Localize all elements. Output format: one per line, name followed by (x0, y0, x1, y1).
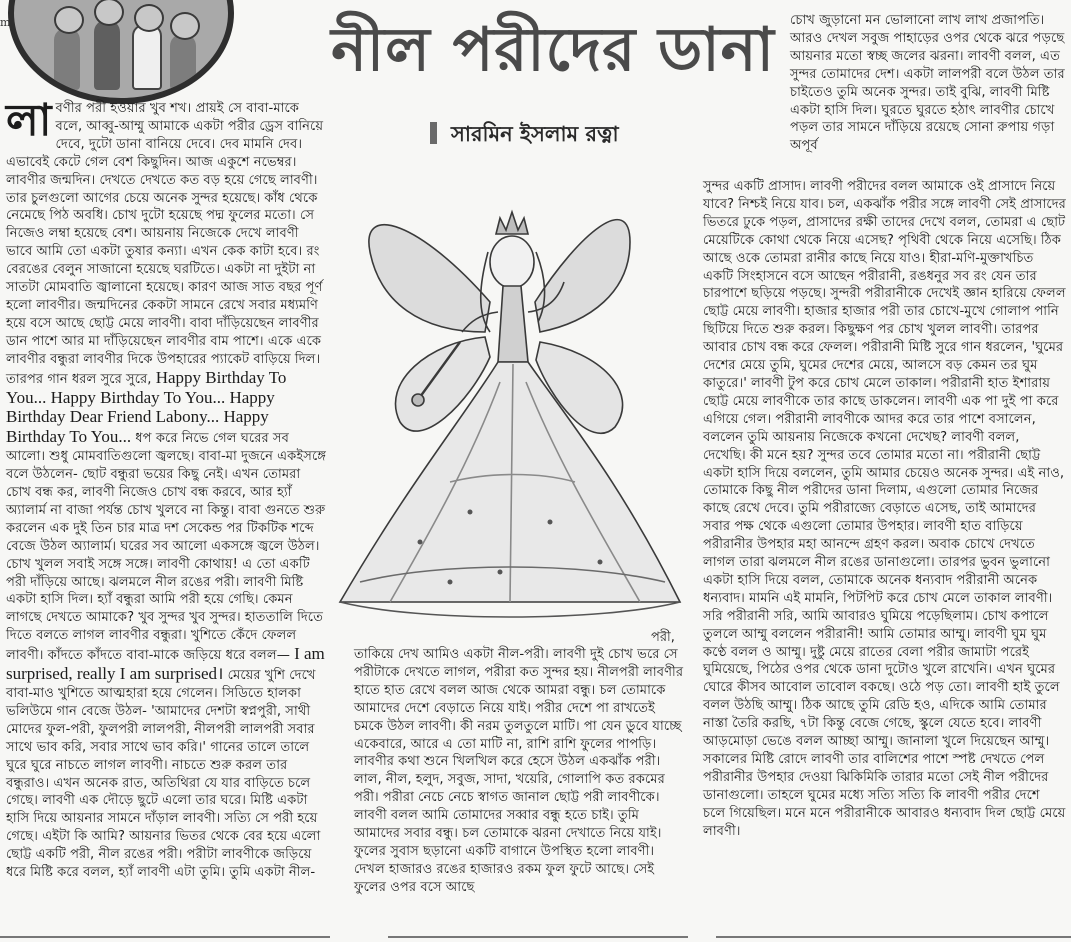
masthead-badge (8, 0, 234, 104)
author-name: সারমিন ইসলাম রত্না (451, 122, 619, 146)
column-3-paragraph: সুন্দর একটি প্রাসাদ। লাবণী পরীদের বলল আমাকে ওই প্রাসাদে নিয়ে যাবে? নিশ্চই নিয়ে যাব। চল, একঝাঁক পরীর সঙ্গে লাবণী সেই প্রাসাদের ভিতরে ঢুকে পড়ল, প্রাসাদের রক্ষী তাদের দেখে বলল, তোমরা এ ছোট মেয়েটিকে কোথা থেকে নিয়ে এসেছ? পৃথিবী থেকে নিয়ে এসেছি। ঠিক আছে ওকে তোমরা রানীর কাছে নিয়ে যাও। হীরা-মণি-মুক্তাখচিত একটি সিংহাসনে বসে আছেন পরীরানী, রঙধনুর সব রং যেন তার চারপাশে ছড়িয়ে পড়ছে। সুন্দরী পরীরানীকে দেখেই জ্ঞান হারিয়ে ফেলল ছোট্ট মেয়ে লাবণী। হাজার হাজার পরী তার চোখে-মুখে গোলাপ পানি ছিটিয়ে দিতে শুরু করল। কিছুক্ষণ পর চোখ খুলল লাবণী। তারপর আবার চোখ বন্ধ করে ফেলল। পরীরানী মিষ্টি সুরে গান ধরলেন, 'ঘুমের দেশের মেয়ে তুমি, ঘুমের দেশের মেয়ে, আলসে বড় কেমন তর ঘুম কাতুরে।' লাবণী টুপ করে চোখ মেলে তাকাল। পরীরানী হাত ইশারায় ছোট্ট মেয়ে লাবণীকে তার কাছে ডাকলেন। লাবণী এক পা দুই পা করে এগিয়ে গেল। পরীরানী লাবণীকে আদর করে তার পাশে বসালেন, বললেন তুমি আয়নায় নিজেকে কখনো দেখেছ? লাবণী বলল, দেখেছি। কী মনে হয়? সুন্দর তবে তোমার মতো না। পরীরানী ছোট্ট একটা হাসি দিয়ে বললেন, তুমি আমার চেয়েও অনেক সুন্দর। এই নাও, তোমাকে কিছু নীল পরীদের ডানা দিলাম, এগুলো তোমার নিজের কাছে রেখে দেবে। তুমি পরীরাজ্যে বেড়াতে এসেছ, তাই আমাদের সবার পক্ষ থেকে এগুলো তোমার উপহার। লাবণী হাত বাড়িয়ে পরীরানীর উপহার মহা আনন্দে গ্রহণ করল। অবাক চোখে দেখতে লাগল তারা ঝলমলে নীল রঙের ডানাগুলো। তারপর ভুবন ভুলানো একটা হাসি দিয়ে বলল, তোমাকে অনেক ধন্যবাদ পরীরানী অনেক ধন্যবাদ। মামনি এই মামনি, পিটপিট করে চোখ মেলে তাকাল লাবণী। সরি পরীরানী সরি, আমি আবারও ঘুমিয়ে পড়েছিলাম। চোখ কপালে তুললে আম্মু বললেন পরীরানী! আমি তোমার আম্মু। লাবণী ঘুম ঘুম কণ্ঠে বলল ও আম্মু। দুষ্টু মেয়ে রাতের বেলা পরীর জামাটা পরেই ঘুমিয়েছে, পিঠের ওপর থেকে ডানা দুটোও খুলে রাখেনি। এখন ঘুমের ঘোরে কীসব আবোল তাবোল বকছে। ওঠে পড় তো। লাবণী হাই তুলে বলল উঠছি আম্মু। ঠিক আছে তুমি রেডি হও, এদিকে আমি তোমার নাস্তা তৈরি করছি, ৭টা কিন্তু বেজে গেছে, স্কুলে যেতে হবে। লাবণী আড়মোড়া ভেঙে বলল আচ্ছা আম্মু। জানালা খুলে দিয়েছেন আম্মু। সকালের মিষ্টি রোদে লাবণী তার বালিশের পাশে স্পষ্ট দেখতে পেল পরীরানীর উপহার দেওয়া ঝিকিমিকি তারার মতো সেই নীল পরীদের ডানাগুলো। তাহলে ঘুমের মধ্যে সত্যি সত্যি কি লাবণী পরীর দেশে চলে গিয়েছিল। মনে মনে পরীরানীকে আবারও ধন্যবাদ দিল ছোট্ট মেয়ে লাবণী। (703, 179, 1066, 839)
column-1-paragraph: বণীর পরী হওয়ার খুব শখ। প্রায়ই সে বাবা-মাকে বলে, আব্বু-আম্মু আমাকে একটা পরীর ড্রেস বানিয়ে দেবে, দুটো ডানা বানিয়ে দেবে। দেব মামনি দেব। এভাবেই কেটে গেল বেশ কিছুদিন। আজ একুশে নভেম্বর। লাবণীর জন্মদিন। দেখতে দেখতে কত বড় হয়ে গেছে লাবণী। তার চুলগুলো আগের চেয়ে অনেক সুন্দর হয়েছে। কাঁধ থেকে নেমেছে পিঠ অবধি। চোখ দুটো হয়েছে পদ্ম ফুলের মতো। সে নিজেও লম্বা হয়েছে বেশ। আয়নায় নিজেকে দেখে লাবণী ভাবে আমি তো একটা তুষার কন্যা। এখন কেক কাটা হবে। রং বেরঙের বেলুন সাজানো হয়েছে ঘরটিতে। একটা না দুইটা না সাতটা মোমবাতি জ্বালানো হয়েছে। কারণ আজ সাত বছর পূর্ণ হলো লাবণীর। জন্মদিনের কেকটা সামনে রেখে সবার মধ্যমণি হয়ে বসে আছে ছোট্ট মেয়ে লাবণী। বাবা দাঁড়িয়েছেন লাবণীর ডান পাশে আর মা দাঁড়িয়েছেন লাবণীর বাম পাশে। একে একে লাবণীর বন্ধুরা লাবণীর দিকে উপহারের প্যাকেট বাড়িয়ে দিল। তারপর গান ধরল সুরে সুরে, (6, 101, 324, 387)
author-byline (430, 118, 619, 153)
column-2-paragraph: তাকিয়ে দেখ আমিও একটা নীল-পরী। লাবণী দুই চোখ ভরে সে পরীটাকে দেখতে লাগল, পরীরা কত সুন্দর হয়। নীলপরী লাবণীর হাতে হাত রেখে বলল আজ থেকে আমরা বন্ধু। চল তোমাকে আমাদের দেশে বেড়াতে নিয়ে যাই। পরীর দেশে পা রাখতেই চমকে উঠল লাবণী। কী নরম তুলতুলে মাটি। পা যেন ডুবে যাচ্ছে একেবারে, আরে এ তো মাটি না, রাশি রাশি ফুলের পাপড়ি। লাবণীর কথা শুনে খিলখিল করে হেসে উঠল একঝাঁক পরী। লাল, নীল, হলুদ, সবুজ, সাদা, খয়েরি, গোলাপি কত রকমের পরী। পরীরা নেচে নেচে স্বাগত জানাল ছোট্ট পরী লাবণীকে। লাবণী বলল আমি তোমাদের সব্বার বন্ধু হতে চাই। তুমি আমাদের সবার বন্ধু। চল তোমাকে ঝরনা দেখাতে নিয়ে যাই। ফুলের সুবাস ছড়ানো একটি বাগানে উপস্থিত হলো লাবণী। দেখল হাজারও রঙের হাজারও রকম ফুল ফুটে আছে। সেই ফুলের ওপর বসে আছে (354, 647, 684, 895)
column-1-paragraph: মেয়ের খুশি দেখে বাবা-মাও খুশিতে আত্মহারা হয়ে গেলেন। সিডিতে হালকা ভলিউমে গান বেজে উঠল- 'আমাদের দেশটা স্বপ্নপুরী, সাথী মোদের ফুল-পরী, ফুলপরী লালপরী, নীলপরী লালপরী সবার সাথে ভাব করি, সবার সাথে ভাব করি।' গানের তালে তালে ঘুরে ঘুরে নাচতে লাগল লাবণী। নাচতে শুরু করল তার বন্ধুরাও। এখন অনেক রাত, অতিথিরা যে যার বাড়িতে চলে গেছে। লাবণী এক দৌড়ে ছুটে এলো তার ঘরে। মিষ্টি একটা হাসি দিয়ে আয়নার সামনে দাঁড়াল লাবণী। সত্যি সে পরী হয়ে গেছে। এইটা কি আমি? আয়নার ভিতর থেকে বের হয়ে এলো ছোট্ট একটি পরী, নীল রঙের পরী। পরীটা লাবণীকে জড়িয়ে ধরে মিষ্টি করে বলল, হ্যাঁ লাবণী এটা তুমি। তুমি একটা নীল- (6, 668, 321, 881)
article-column-3-top (790, 12, 1066, 155)
cartoon-kid-figure (94, 20, 120, 90)
english-quote-text: I am surprised, really I am surprised। (6, 644, 325, 684)
bottom-rule (388, 936, 688, 938)
column-3-top-paragraph: চোখ জুড়ানো মন ভোলানো লাখ লাখ প্রজাপতি। আরও দেখল সবুজ পাহাড়ের ওপর থেকে ঝরে পড়ছে আয়নার মতো স্বচ্ছ জলের ঝরনা। লাবণী বলল, এত সুন্দর তোমাদের দেশ। একটা লালপরী বলে উঠল তার চাইতেও তুমি অনেক সুন্দর। তাই বুঝি, লাবণী মিষ্টি একটা হাসি দিল। ঘুরতে ঘুরতে হঠাৎ লাবণীর চোখে পড়ল তার সামনে দাঁড়িয়ে রয়েছে সোনা রুপায় গড়া অপূর্ব (790, 13, 1065, 154)
cartoon-kid-figure (132, 24, 162, 90)
cartoon-kid-figure (170, 34, 196, 90)
english-song-text: Happy Birthday To You... Happy Birthday To You... Happy Birthday Dear Friend Labony... Happy Birthday To You... (6, 367, 287, 447)
bottom-rule (716, 936, 1071, 938)
column-1-paragraph: ধপ করে নিভে গেল ঘরের সব আলো। শুধু মোমবাতিগুলো জ্বলছে। বাবা-মা দুজনে একইসঙ্গে বলে উঠলেন- ছোট বন্ধুরা ভয়ের কিছু নেই। এখন তোমরা চোখ বন্ধ কর, লাবণী নিজেও চোখ বন্ধ করবে, আর হ্যাঁ অ্যালার্ম না বাজা পর্যন্ত চোখ খুলবে না কিন্তু। বাবা গুনতে শুরু করলেন এক দুই তিন চার মাত্র দশ সেকেন্ড পর টিকটিক শব্দে বেজে উঠল অ্যালার্ম। ঘরের সব আলো একসঙ্গে জ্বলে উঠল। চোখ খুলল সবাই সঙ্গে সঙ্গে। লাবণী কোথায়! এ তো একটি পরী দাঁড়িয়ে আছে। ঝলমলে নীল রঙের পরী। লাবণী মিষ্টি একটা হাসি দিল। হ্যাঁ বন্ধুরা আমি পরী হয়ে গেছি। কেমন লাগছে দেখতে আমাকে? খুব সুন্দর খুব সুন্দর। হাততালি দিতে দিতে বলতে লাগল লাবণীর বন্ধুরা। খুশিতে কেঁদে ফেলল লাবণী। কাঁদতে কাঁদতে বাবা-মাকে জড়িয়ে ধরে বলল— (6, 431, 327, 664)
cartoon-kid-figure (54, 28, 80, 90)
byline-bar-icon (430, 122, 437, 144)
article-column-3 (703, 178, 1066, 841)
article-title: নীল পরীদের ডানা (331, 15, 775, 85)
article-column-2 (354, 646, 684, 897)
page-edge-letter: m (0, 16, 11, 29)
fairy-queen-illustration (300, 182, 720, 642)
drop-cap: লা (6, 95, 52, 146)
article-column-1 (6, 95, 328, 882)
figure-tail-text: পরী, (651, 630, 675, 645)
bottom-rule (0, 936, 330, 938)
